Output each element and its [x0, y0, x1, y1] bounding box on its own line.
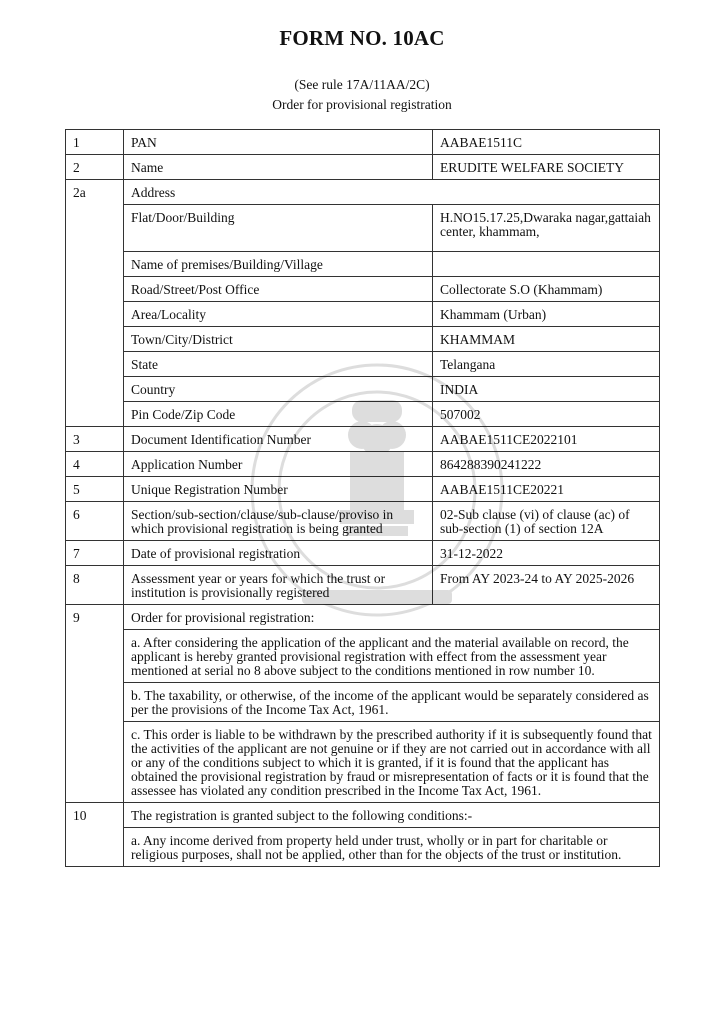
row-number: 1: [66, 130, 124, 155]
address-value: Khammam (Urban): [433, 302, 660, 327]
form-title: FORM NO. 10AC: [279, 26, 445, 50]
order-clause: c. This order is liable to be withdrawn by the prescribed authority if it is subsequently found that the activities of the applicant are not genuine or if they are not carried out in accordance with all or any of the conditions subject to which it is granted, if it is found that the applicant has obtained the provisional registration by fraud or misrepresentation of facts or it is found that the assessee has violated any condition prescribed in the Income Tax Act, 1961.: [124, 722, 660, 803]
row-number: 7: [66, 541, 124, 566]
row-value: From AY 2023-24 to AY 2025-2026: [433, 566, 660, 605]
table-row: [66, 630, 660, 683]
table-row: [66, 605, 660, 630]
address-value: H.NO15.17.25,Dwaraka nagar,gattaiah center, khammam,: [433, 205, 660, 252]
row-value: AABAE1511CE2022101: [433, 427, 660, 452]
address-label: Town/City/District: [124, 327, 433, 352]
row-number: 6: [66, 502, 124, 541]
address-label: Road/Street/Post Office: [124, 277, 433, 302]
row-number: 4: [66, 452, 124, 477]
table-row: [66, 803, 660, 828]
address-label: Pin Code/Zip Code: [124, 402, 433, 427]
row-number: 9: [66, 605, 124, 803]
row-label: Section/sub-section/clause/sub-clause/proviso in which provisional registration is being granted: [124, 502, 433, 541]
row-value: AABAE1511CE20221: [433, 477, 660, 502]
row-number: 8: [66, 566, 124, 605]
address-label: Flat/Door/Building: [124, 205, 433, 252]
table-row: [66, 502, 660, 541]
table-row: [66, 180, 660, 205]
row-label: Address: [124, 180, 660, 205]
table-row: [66, 452, 660, 477]
address-label: Name of premises/Building/Village: [124, 252, 433, 277]
address-label: Area/Locality: [124, 302, 433, 327]
row-number: 3: [66, 427, 124, 452]
address-label: State: [124, 352, 433, 377]
table-row: [66, 130, 660, 155]
address-value: INDIA: [433, 377, 660, 402]
registration-table: [65, 129, 660, 867]
condition-clause: a. Any income derived from property held under trust, wholly or in part for charitable or religious purposes, shall not be applied, other than for the objects of the trust or institution.: [124, 828, 660, 867]
row-value: 31-12-2022: [433, 541, 660, 566]
row-number: 2: [66, 155, 124, 180]
row-label: The registration is granted subject to the following conditions:-: [124, 803, 660, 828]
row-label: Date of provisional registration: [124, 541, 433, 566]
table-row: [66, 205, 660, 252]
table-row: [66, 327, 660, 352]
table-row: [66, 155, 660, 180]
form-rule-reference: (See rule 17A/11AA/2C): [294, 77, 430, 92]
address-value: Telangana: [433, 352, 660, 377]
order-clause: b. The taxability, or otherwise, of the income of the applicant would be separately considered as per the provisions of the Income Tax Act, 1961.: [124, 683, 660, 722]
table-row: [66, 402, 660, 427]
table-row: [66, 683, 660, 722]
row-label: Unique Registration Number: [124, 477, 433, 502]
row-label: Name: [124, 155, 433, 180]
table-row: [66, 722, 660, 803]
row-label: Order for provisional registration:: [124, 605, 660, 630]
address-value: Collectorate S.O (Khammam): [433, 277, 660, 302]
row-number: 10: [66, 803, 124, 867]
row-value: 02-Sub clause (vi) of clause (ac) of sub-section (1) of section 12A: [433, 502, 660, 541]
table-row: [66, 427, 660, 452]
table-row: [66, 252, 660, 277]
table-row: [66, 352, 660, 377]
order-clause: a. After considering the application of the applicant and the material available on record, the applicant is hereby granted provisional registration with effect from the assessment year mentioned at serial no 8 above subject to the conditions mentioned in row number 10.: [124, 630, 660, 683]
form-subtitle: Order for provisional registration: [272, 97, 452, 112]
address-value: [433, 252, 660, 277]
row-number: 5: [66, 477, 124, 502]
address-value: KHAMMAM: [433, 327, 660, 352]
row-value: AABAE1511C: [433, 130, 660, 155]
row-label: Document Identification Number: [124, 427, 433, 452]
table-row: [66, 828, 660, 867]
table-row: [66, 377, 660, 402]
row-value: ERUDITE WELFARE SOCIETY: [433, 155, 660, 180]
table-row: [66, 566, 660, 605]
row-value: 864288390241222: [433, 452, 660, 477]
table-row: [66, 477, 660, 502]
row-number: 2a: [66, 180, 124, 427]
table-row: [66, 277, 660, 302]
row-label: PAN: [124, 130, 433, 155]
table-row: [66, 541, 660, 566]
row-label: Assessment year or years for which the trust or institution is provisionally registered: [124, 566, 433, 605]
address-value: 507002: [433, 402, 660, 427]
row-label: Application Number: [124, 452, 433, 477]
table-row: [66, 302, 660, 327]
address-label: Country: [124, 377, 433, 402]
